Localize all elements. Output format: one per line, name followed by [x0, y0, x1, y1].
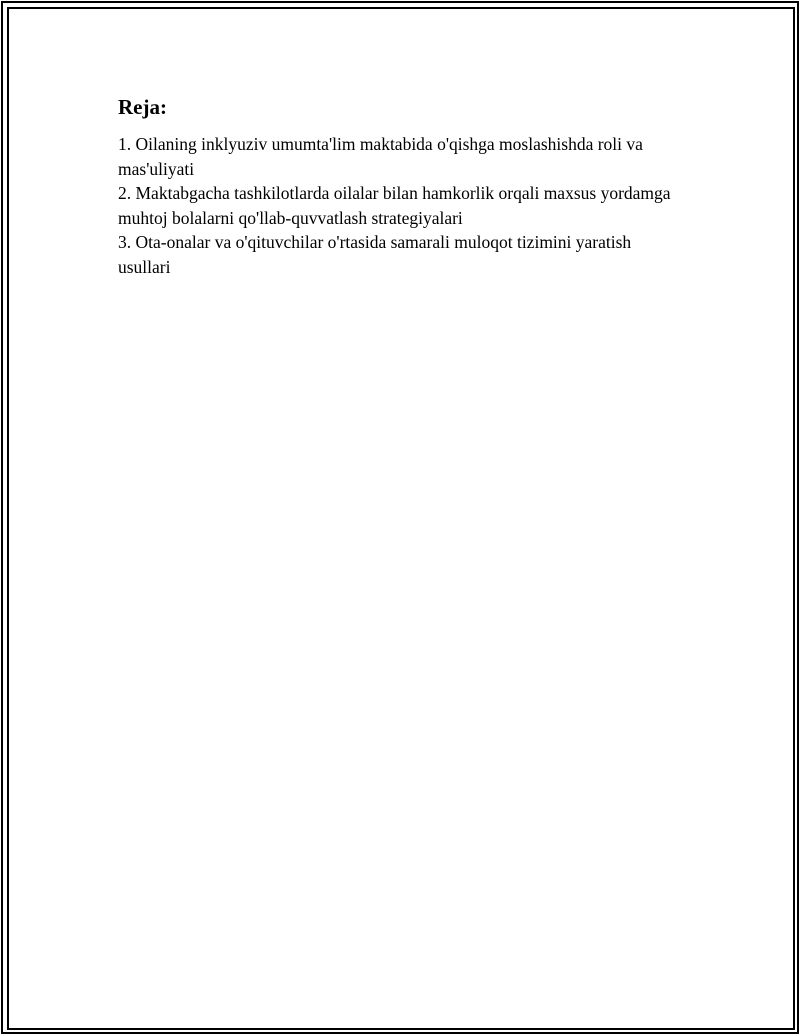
- plan-item-2: 2. Maktabgacha tashkilotlarda oilalar bilan hamkorlik orqali maxsus yordamga muhtoj bolalarni qo'llab-quvvatlash strategiyalari: [118, 183, 671, 228]
- plan-item-1: 1. Oilaning inklyuziv umumta'lim maktabida o'qishga moslashishda roli va mas'uliyati: [118, 134, 643, 179]
- page-content: [118, 94, 688, 279]
- plan-item-3: 3. Ota-onalar va o'qituvchilar o'rtasida samarali muloqot tizimini yaratish usullari: [118, 232, 632, 277]
- plan-heading: Reja:: [118, 95, 167, 119]
- plan-list: [118, 132, 688, 279]
